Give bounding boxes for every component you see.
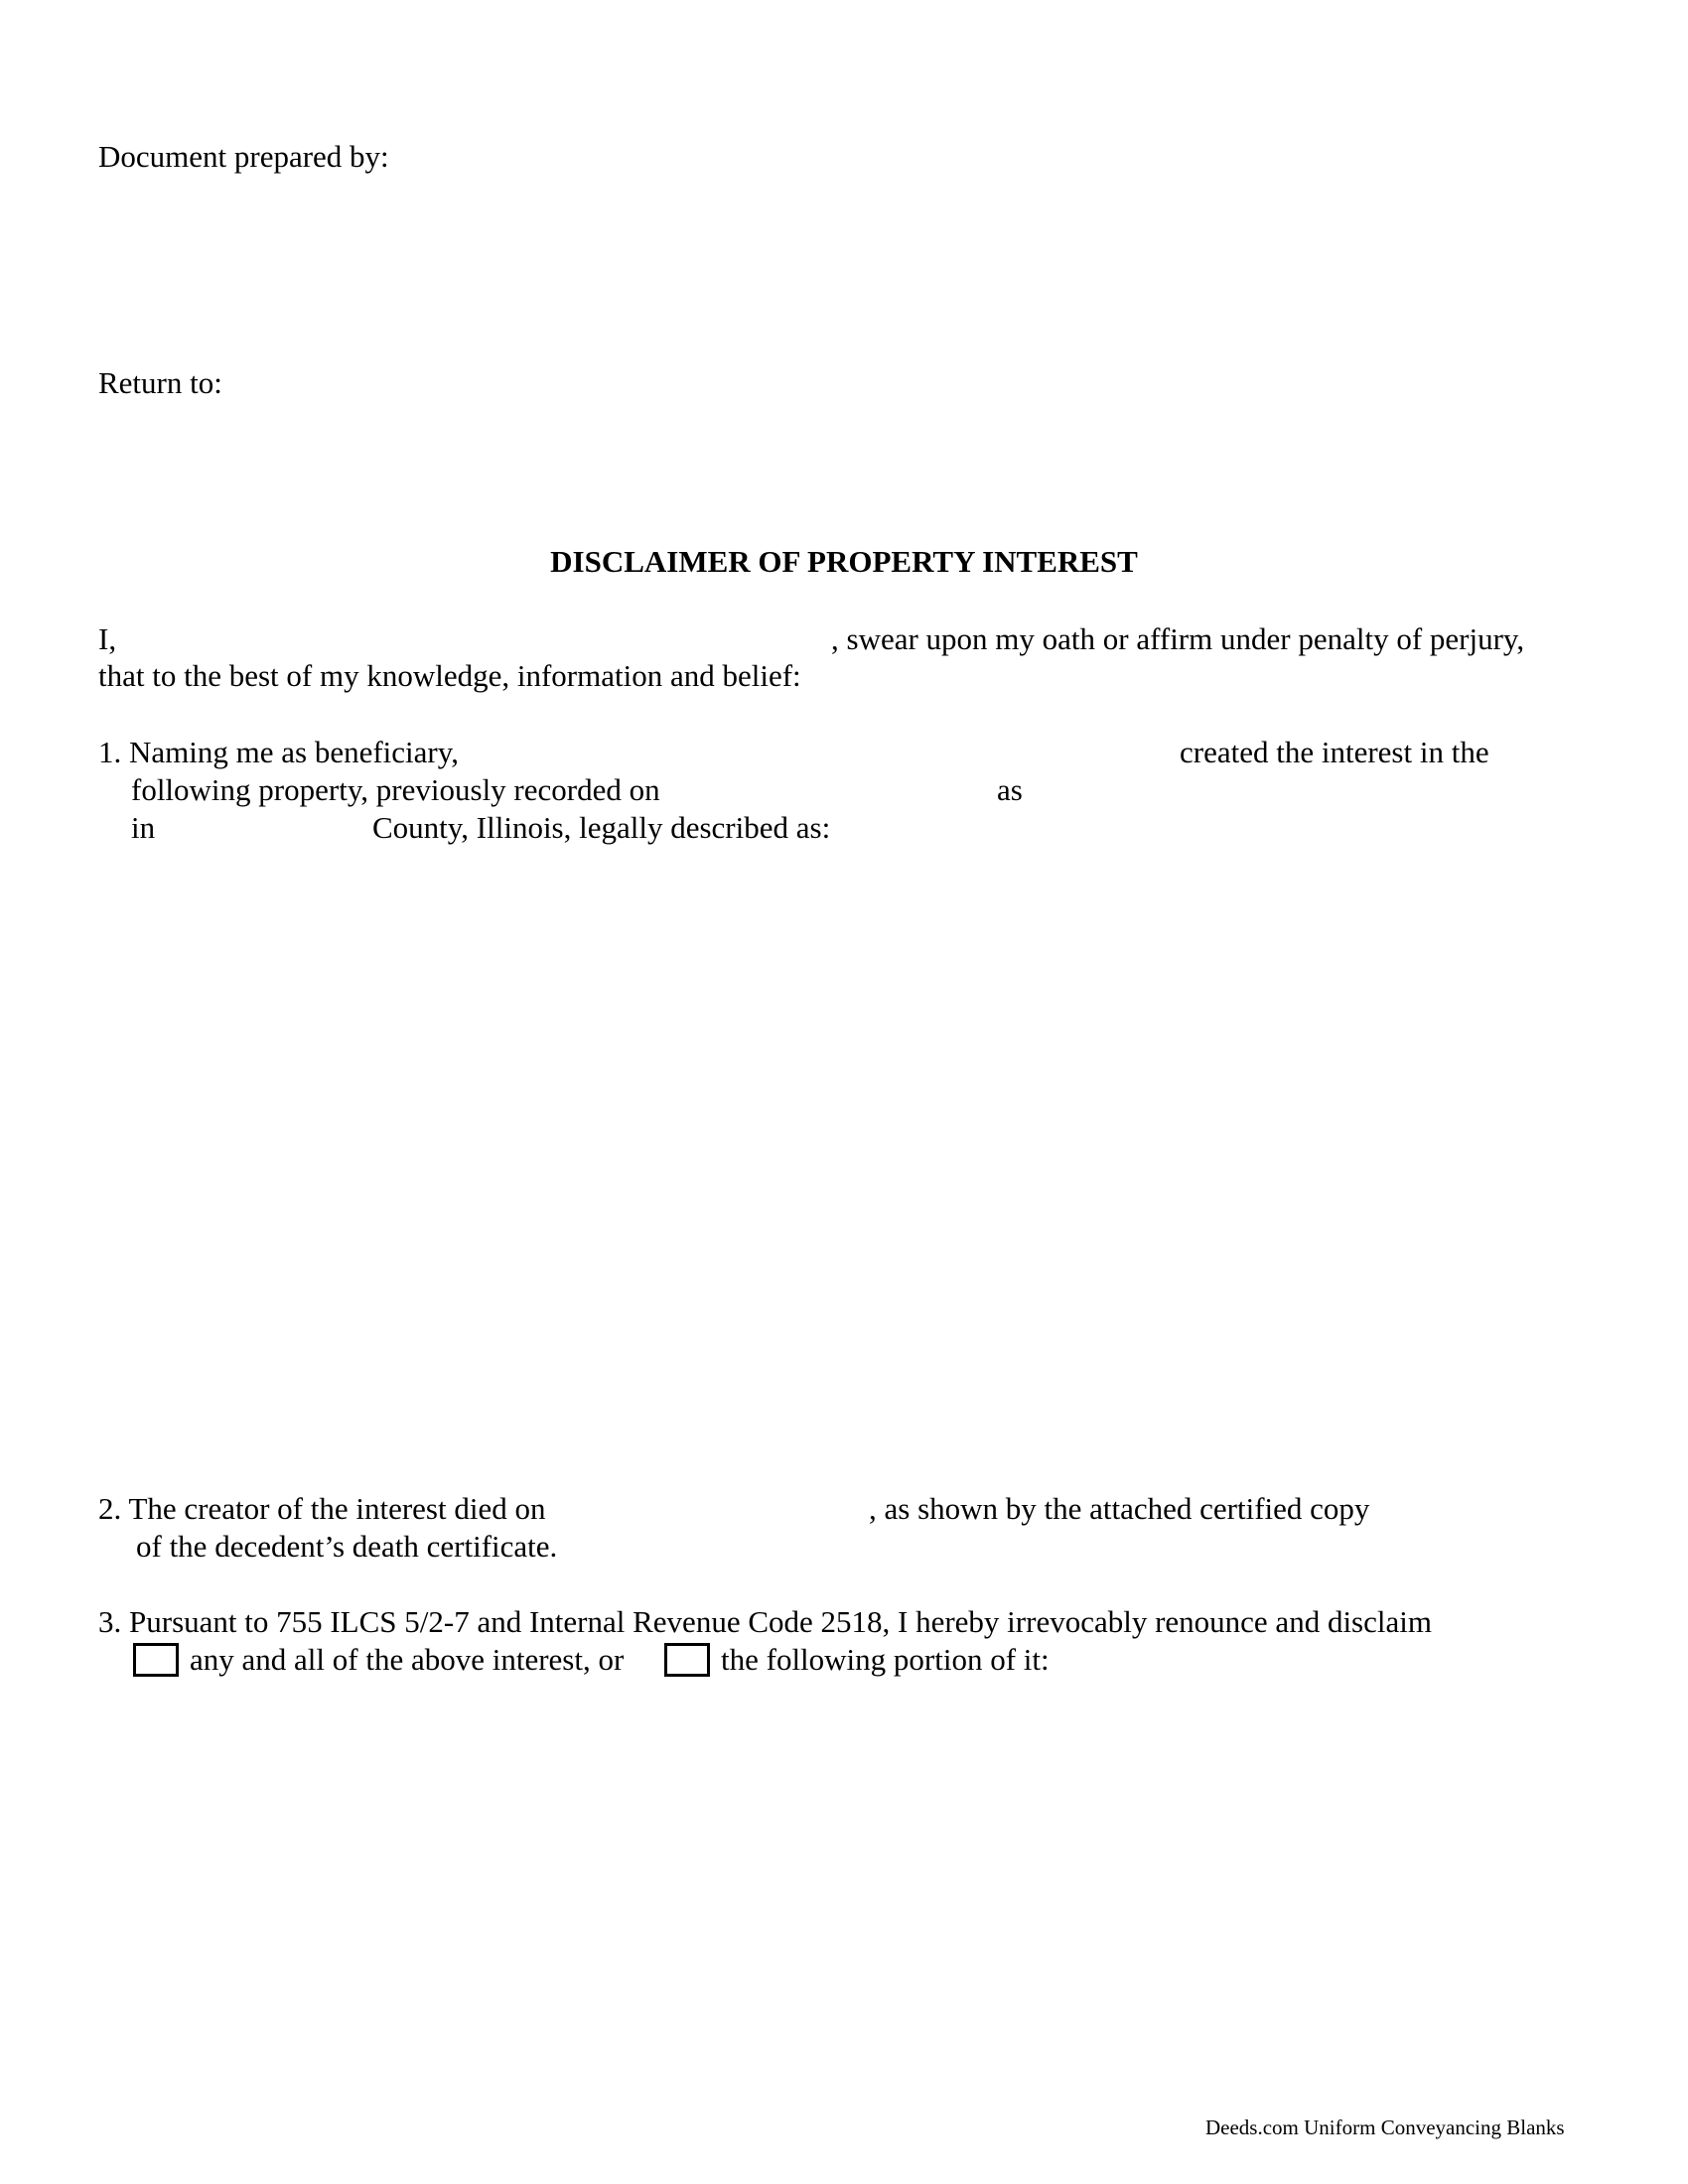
document-title: DISCLAIMER OF PROPERTY INTEREST <box>550 544 1138 579</box>
item1-line2-b: as <box>997 772 1023 807</box>
disclaim-portion-checkbox[interactable] <box>664 1643 710 1677</box>
disclaim-portion-label: the following portion of it: <box>721 1642 1050 1677</box>
prepared-by-label: Document prepared by: <box>98 139 389 174</box>
intro-tail: , swear upon my oath or affirm under penalty of perjury, <box>831 621 1525 656</box>
item3-line1: 3. Pursuant to 755 ILCS 5/2-7 and Internal Revenue Code 2518, I hereby irrevocably renounce and disclaim <box>98 1604 1432 1639</box>
intro-lead: I, <box>98 621 117 656</box>
item1-part-b: created the interest in the <box>1180 735 1489 769</box>
item1-part-a: 1. Naming me as beneficiary, <box>98 735 459 769</box>
item2-part-b: , as shown by the attached certified copy <box>869 1491 1370 1526</box>
disclaim-all-label: any and all of the above interest, or <box>190 1642 625 1677</box>
item1-line2-a: following property, previously recorded on <box>131 772 660 807</box>
item1-line3-b: County, Illinois, legally described as: <box>372 810 831 845</box>
intro-line2: that to the best of my knowledge, information and belief: <box>98 658 801 693</box>
disclaim-all-checkbox[interactable] <box>133 1643 179 1677</box>
item1-line3-a: in <box>131 810 156 845</box>
item2-line2: of the decedent’s death certificate. <box>136 1529 558 1564</box>
footer-text: Deeds.com Uniform Conveyancing Blanks <box>1205 2116 1565 2139</box>
return-to-label: Return to: <box>98 365 222 400</box>
item2-part-a: 2. The creator of the interest died on <box>98 1491 546 1526</box>
